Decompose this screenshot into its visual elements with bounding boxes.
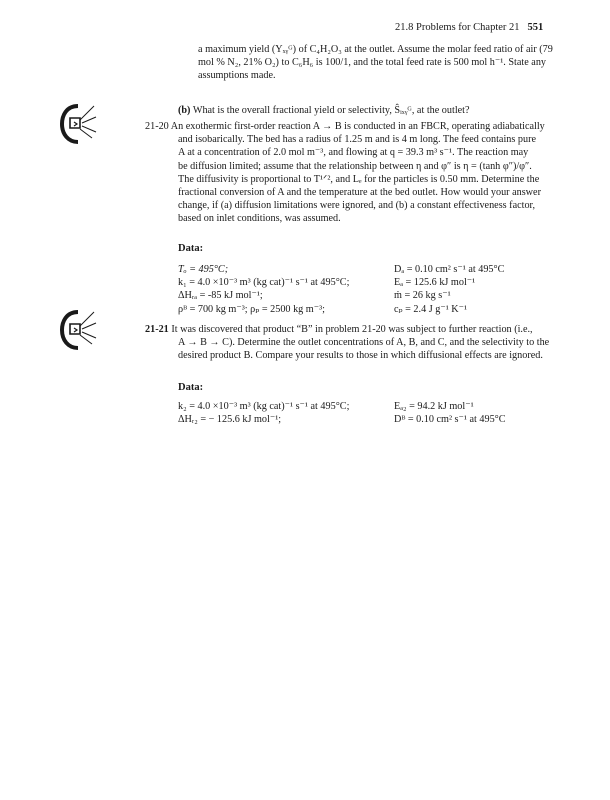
computer-problem-icon bbox=[58, 100, 100, 146]
running-header bbox=[395, 22, 595, 33]
data-row bbox=[178, 303, 504, 316]
data-cell: Tₒ = 495°C; bbox=[178, 264, 229, 275]
computer-problem-icon bbox=[58, 306, 100, 352]
data-cell: ṁ = 26 kg s⁻¹ bbox=[394, 290, 451, 302]
intro-line: mol % N₂, 21% O₂) to C₆H₆ is 100/1, and the total feed rate is 500 mol h⁻¹. State any bbox=[198, 57, 547, 69]
data-heading: Data: bbox=[178, 382, 204, 393]
problem-line: based on inlet conditions, was assumed. bbox=[178, 213, 341, 225]
part-b-label: (b) bbox=[178, 105, 191, 116]
problem-line: fractional conversion of A and the temperature at the bed outlet. How would your answer bbox=[178, 187, 541, 199]
intro-line: a maximum yield (Yₓᵧᴳ) of C₄H₂O₃ at the outlet. Assume the molar feed ratio of air (79 bbox=[198, 44, 553, 55]
data-cell: ΔHᵣ₂ = − 125.6 kJ mol⁻¹; bbox=[178, 414, 282, 426]
data-cell: Eₐ = 125.6 kJ mol⁻¹ bbox=[394, 277, 476, 289]
part-b-text: What is the overall fractional yield or selectivity, Ŝᵢₓᵧᴳ, at the outlet? bbox=[192, 105, 470, 116]
data-cell: ΔHᵣₐ = -85 kJ mol⁻¹; bbox=[178, 290, 263, 302]
problem-20-data bbox=[178, 263, 504, 316]
data-row bbox=[178, 413, 506, 426]
page-number: 551 bbox=[527, 22, 544, 33]
data-cell: ρᴮ = 700 kg m⁻³; ρₚ = 2500 kg m⁻³; bbox=[178, 303, 325, 315]
data-cell: Dᴮ = 0.10 cm² s⁻¹ at 495°C bbox=[394, 414, 506, 426]
problem-20-first-line bbox=[145, 120, 590, 133]
problem-line: An exothermic first-order reaction A → B is conducted in an FBCR, operating adiabatically bbox=[170, 121, 545, 132]
problem-line: and isobarically. The bed has a radius of 1.25 m and is 4 m long. The feed contains pure bbox=[178, 134, 536, 146]
problem-21-data bbox=[178, 400, 506, 426]
intro-line: assumptions made. bbox=[198, 70, 276, 82]
problem-line: A at a concentration of 2.0 mol m⁻³, and flowing at q = 39.3 m³ s⁻¹. The reaction may bbox=[178, 147, 529, 159]
problem-line: It was discovered that product “B” in problem 21-20 was subject to further reaction (i.e., bbox=[171, 324, 533, 335]
problem-21-21 bbox=[145, 323, 590, 363]
data-cell: Eₐ₂ = 94.2 kJ mol⁻¹ bbox=[394, 401, 474, 412]
intro-paragraph bbox=[198, 43, 590, 83]
data-row bbox=[178, 289, 504, 302]
problem-line: A → B → C). Determine the outlet concentrations of A, B, and C, and the selectivity to the bbox=[178, 337, 550, 349]
data-cell: cₚ = 2.4 J g⁻¹ K⁻¹ bbox=[394, 303, 468, 315]
part-b bbox=[178, 104, 590, 117]
problem-number: 21-21 bbox=[145, 324, 169, 335]
data-row bbox=[178, 400, 506, 413]
problem-number: 21-20 bbox=[145, 121, 169, 132]
running-title: 21.8 Problems for Chapter 21 bbox=[395, 22, 520, 33]
data-cell: k₂ = 4.0 ×10⁻³ m³ (kg cat)⁻¹ s⁻¹ at 495°C; bbox=[178, 401, 350, 412]
data-row bbox=[178, 263, 504, 276]
problem-21-first-line bbox=[145, 323, 590, 336]
problem-line: change, if (a) diffusion limitations were ignored, and (b) a constant effectiveness factor, bbox=[178, 200, 536, 212]
problem-21-20 bbox=[145, 120, 590, 226]
problem-line: desired product B. Compare your results to those in which diffusional effects are ignored. bbox=[178, 350, 543, 362]
problem-line: The diffusivity is proportional to T¹ᐟ², and Lₑ for the particles is 0.50 mm. Determine the bbox=[178, 173, 540, 185]
data-cell: Dₐ = 0.10 cm² s⁻¹ at 495°C bbox=[394, 264, 505, 275]
data-row bbox=[178, 276, 504, 289]
data-heading: Data: bbox=[178, 243, 204, 254]
data-cell: k₁ = 4.0 ×10⁻³ m³ (kg cat)⁻¹ s⁻¹ at 495°C; bbox=[178, 277, 350, 289]
problem-line: be diffusion limited; assume that the relationship between η and φ″ is η = (tanh φ″)/φ″. bbox=[178, 160, 532, 172]
